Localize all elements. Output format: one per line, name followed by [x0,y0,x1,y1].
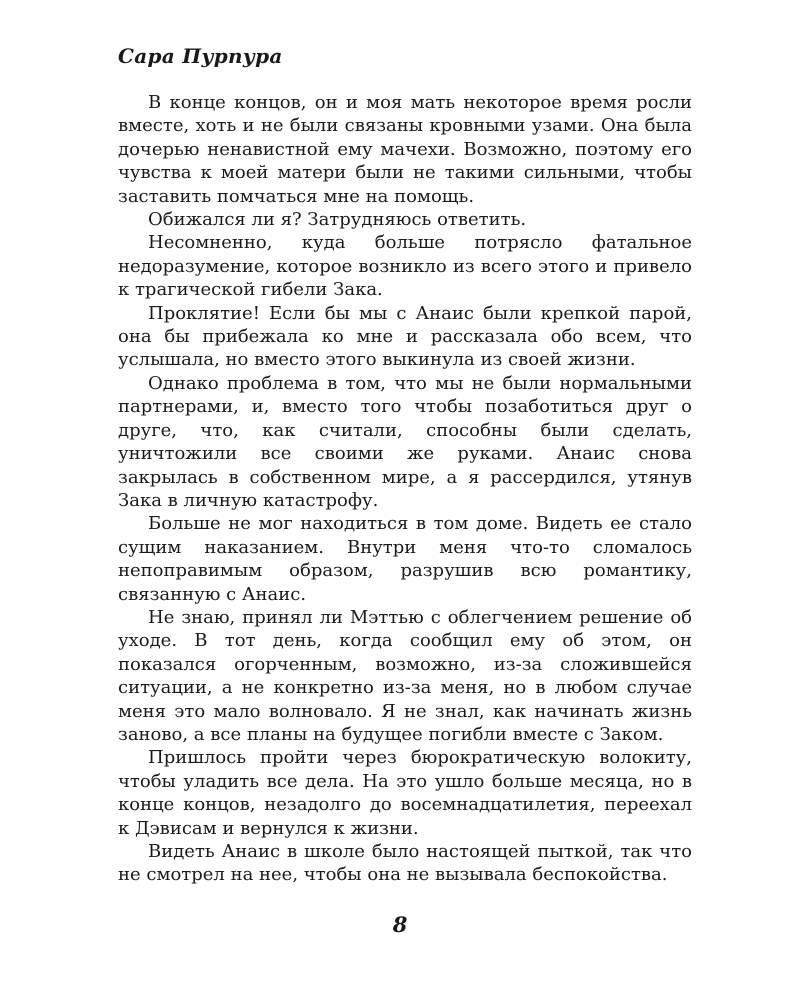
paragraph: Несомненно, куда больше потрясло фатальное недоразумение, которое возникло из всего этого и привело к трагической гибели Зака. [118,232,692,301]
paragraph: Однако проблема в том, что мы не были нормальными партнерами, и, вместо того чтобы позаботиться друг о друге, что, как считали, способны были сделать, уничтожили все своими же руками. Анаис снова закрылась в собственном мире, а я рассердился, утянув Зака в личную катастрофу. [118,372,692,511]
paragraph: Не знаю, принял ли Мэттью с облегчением решение об уходе. В тот день, когда сообщил ему об этом, он показался огорченным, возможно, из-за сложившейся ситуации, а не конкретно из-за меня, но в любом случае меня это мало волновало. Я не знал, как начинать жизнь заново, а все планы на будущее погибли вместе с Заком. [118,606,692,745]
page-number: 8 [392,912,408,937]
paragraph: Больше не мог находиться в том доме. Видеть ее стало сущим наказанием. Внутри меня что-то сломалось непоправимым образом, разрушив всю романтику, связанную с Анаис. [118,513,692,605]
paragraph: В конце концов, он и моя мать некоторое время росли вместе, хоть и не были связаны кровными узами. Она была дочерью ненавистной ему мачехи. Возможно, поэтому его чувства к моей матери были не такими сильными, чтобы заставить помчаться мне на помощь. [118,92,692,207]
body-text [118,91,692,887]
paragraph: Пришлось пройти через бюрократическую волокиту, чтобы уладить все дела. На это ушло больше месяца, но в конце концов, незадолго до восемнадцатилетия, переехал к Дэвисам и вернулся к жизни. [118,747,692,839]
paragraph: Обижался ли я? Затрудняюсь ответить. [148,209,527,231]
paragraph: Проклятие! Если бы мы с Анаис были крепкой парой, она бы прибежала ко мне и рассказала обо всем, что услышала, но вместо этого выкинула из своей жизни. [118,302,692,371]
paragraph: Видеть Анаис в школе было настоящей пыткой, так что не смотрел на нее, чтобы она не вызывала беспокойства. [118,841,692,886]
running-head-author: Сара Пурпура [118,44,283,68]
